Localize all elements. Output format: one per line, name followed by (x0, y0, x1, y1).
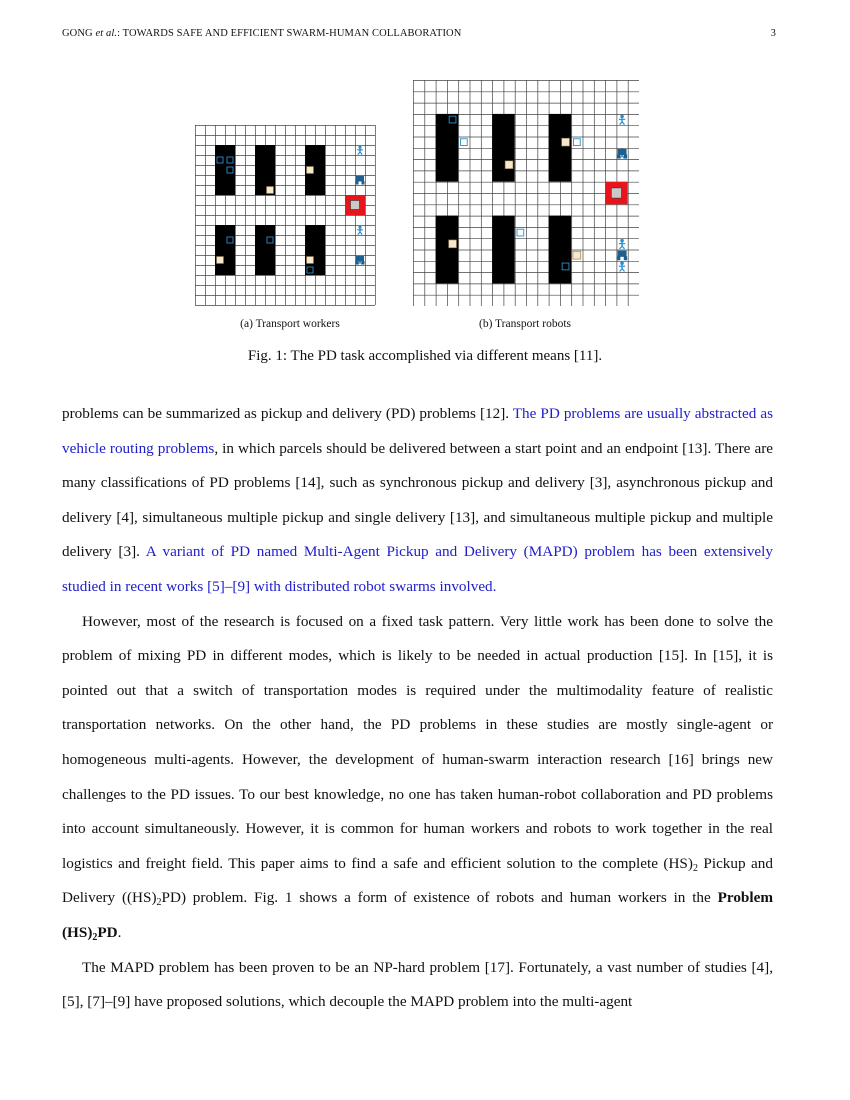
robot-icon (617, 149, 627, 159)
pickup-point-icon (517, 229, 524, 236)
station-icon (351, 201, 360, 210)
shelf-block (492, 216, 515, 284)
pickup-point-icon (573, 139, 580, 146)
figure-b-grid (413, 80, 639, 306)
worker-icon (619, 115, 625, 125)
paragraph-2: However, most of the research is focused on a fixed task pattern. Very little work has been done to solve the problem of mixing PD in different modes, which is likely to be needed in actual production [15]. In [15], it is pointed out that a switch of transportation modes is required under the multimodality feature of realistic transportation networks. On the other hand, the PD problems in these studies are mostly single-agent or homogeneous multi-agents. However, the development of human-swarm interaction research [16] brings new challenges to the PD issues. To our best knowledge, no one has taken human-robot collaboration and PD problems into account simultaneously. However, it is common for human workers and robots to work together in the real logistics and freight field. This paper aims to find a safe and efficient solution to the complete $(HS)_2$ Pickup and Delivery $((HS)_2PD)$ problem. Fig. 1 shows a form of existence of robots and human workers in the Problem $(HS)_2PD$. (62, 612, 773, 943)
worker-icon (619, 261, 625, 271)
running-header (62, 28, 776, 39)
station-icon (611, 188, 621, 198)
problem-name: Problem $(HS)_2PD$ (62, 889, 773, 943)
header-authors: GONG et al.: TOWARDS SAFE AND EFFICIENT SWARM-HUMAN COLLABORATION (62, 28, 462, 39)
shelf-block (215, 225, 235, 275)
figure-caption: Fig. 1: The PD task accomplished via different means [11]. (247, 348, 603, 364)
shelf-block (436, 114, 459, 182)
page-number: 3 (770, 28, 776, 39)
robot-icon (356, 256, 365, 265)
subcaption-b: (b) Transport robots (478, 318, 571, 330)
parcel-icon (267, 187, 274, 194)
shelf-block (215, 145, 235, 195)
figure-a-grid (195, 125, 377, 308)
parcel-icon (307, 167, 314, 174)
parcel-icon (217, 257, 224, 264)
shelf-block (549, 114, 572, 182)
worker-icon (357, 146, 363, 155)
shelf-block (305, 225, 325, 275)
subcaption-a: (a) Transport workers (240, 318, 340, 330)
transport-workers-map (195, 125, 377, 308)
highlight-text: A variant of PD named Multi-Agent Pickup and Delivery (MAPD) problem has been extensively studied in recent works [5]–[9] with distributed robot swarms involved. (62, 543, 773, 595)
shelf-block (492, 114, 515, 182)
parcel-icon (449, 240, 457, 248)
highlight-text: The PD problems are usually abstracted as vehicle routing problems (62, 405, 773, 457)
parcel-icon (505, 161, 513, 169)
robot-icon (356, 176, 365, 185)
parcel-icon (307, 257, 314, 264)
parcel-icon (562, 138, 570, 146)
shelf-block (436, 216, 459, 284)
transport-robots-map (413, 80, 639, 306)
shelf-block (549, 216, 572, 284)
body-text (62, 397, 773, 1020)
pickup-point-icon (460, 139, 467, 146)
shelf-block (255, 225, 275, 275)
worker-icon (357, 226, 363, 235)
paragraph-1: problems can be summarized as pickup and delivery (PD) problems [12]. The PD problems are usually abstracted as vehicle routing problems, in which parcels should be delivered between a start point and an endpoint [13]. There are many classifications of PD problems [14], such as synchronous pickup and delivery [3], asynchronous pickup and delivery [4], simultaneous multiple pickup and single delivery [13], and simultaneous multiple pickup and multiple delivery [3]. A variant of PD named Multi-Agent Pickup and Delivery (MAPD) problem has been extensively studied in recent works [5]–[9] with distributed robot swarms involved. (62, 405, 774, 595)
robot-icon (617, 251, 627, 261)
parcel-icon (573, 251, 581, 259)
worker-icon (619, 239, 625, 249)
paragraph-3: The MAPD problem has been proven to be an NP-hard problem [17]. Fortunately, a vast number of studies [4], [5], [7]–[9] have proposed solutions, which decouple the MAPD problem into the multi-agent (62, 958, 773, 1011)
